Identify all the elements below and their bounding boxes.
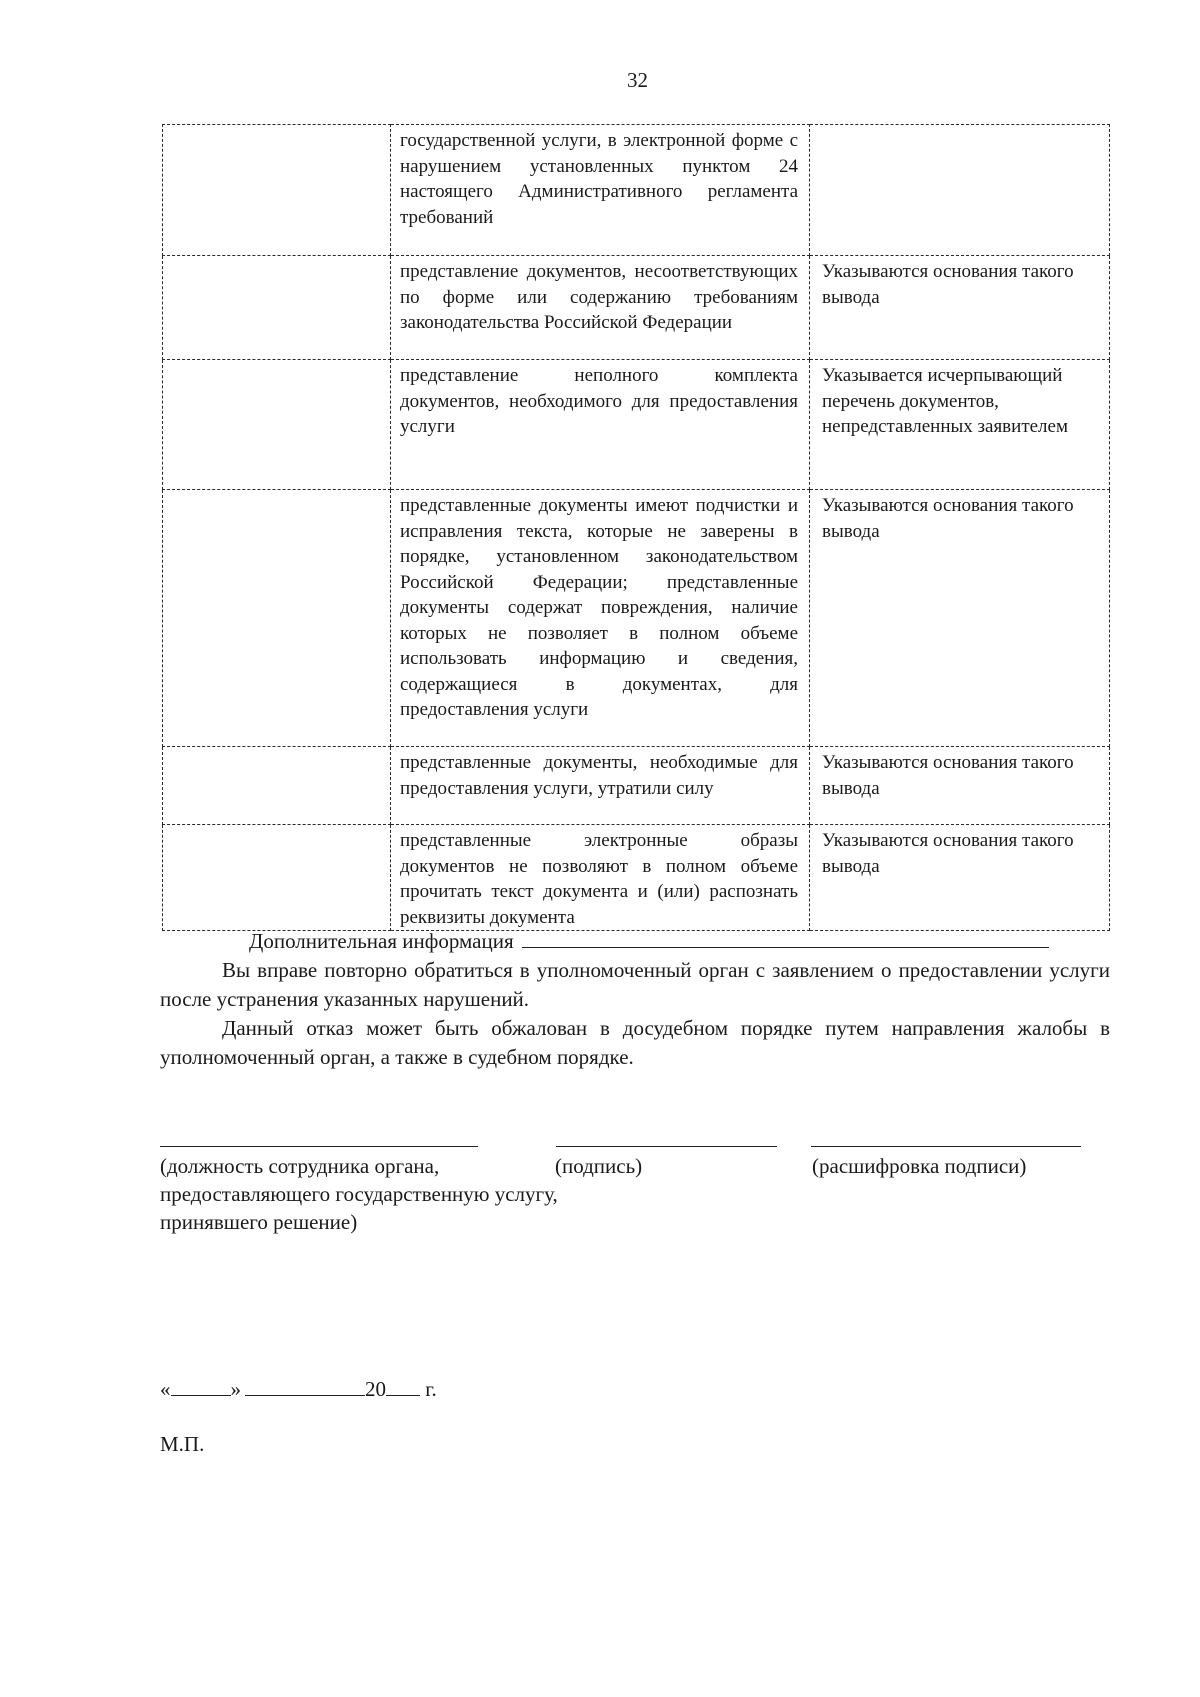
position-signature-line: [160, 1146, 478, 1147]
date-day-blank: [171, 1375, 231, 1396]
date-year-suffix: г.: [425, 1377, 437, 1401]
table-cell-reason: государственной услуги, в электронной форме с нарушением установленных пунктом 24 настоящего Административного регламента требований: [391, 125, 810, 256]
table-cell-reason: представленные документы, необходимые для предоставления услуги, утратили силу: [391, 747, 810, 825]
signature-caption: (подпись): [555, 1154, 643, 1178]
signature-line: [556, 1146, 777, 1147]
table-row: [163, 825, 1110, 931]
table-cell-reason: представление документов, несоответствующих по форме или содержанию требованиям законодательства Российской Федерации: [391, 256, 810, 360]
date-line: [160, 1375, 437, 1403]
table-row: [163, 490, 1110, 747]
appeal-paragraph: Данный отказ может быть обжалован в досудебном порядке путем направления жалобы в уполномоченный орган, а также в судебном порядке.: [160, 1016, 1110, 1069]
table-row: [163, 360, 1110, 490]
table-cell-clarification: Указываются основания такого вывода: [810, 747, 1110, 825]
date-close-quote: »: [230, 1377, 241, 1401]
table-cell-clarification: [810, 125, 1110, 256]
table-cell-clarification: Указываются основания такого вывода: [810, 490, 1110, 747]
table-row: [163, 256, 1110, 360]
table-cell-code: [163, 256, 391, 360]
additional-info: [249, 928, 1049, 954]
table-cell-code: [163, 360, 391, 490]
table-cell-code: [163, 747, 391, 825]
table-cell-code: [163, 825, 391, 931]
table-cell-reason: представленные документы имеют подчистки и исправления текста, которые не заверены в порядке, установленном законодательством Российской Федерации; представленные документы содержат повреждения, наличие которых не позволяет в полном объеме использовать информацию и сведения, содержащиеся в документах, для предоставления услуги: [391, 490, 810, 747]
table-cell-code: [163, 490, 391, 747]
table-cell-clarification: Указываются основания такого вывода: [810, 825, 1110, 931]
refusal-reasons-table: [162, 124, 1110, 931]
page-number: 32: [627, 68, 648, 92]
signature-decoding-line: [811, 1146, 1081, 1147]
position-caption: (должность сотрудника органа, предоставляющего государственную услугу, принявшего решение): [160, 1154, 558, 1234]
reapply-paragraph: Вы вправе повторно обратиться в уполномоченный орган с заявлением о предоставлении услуги после устранения указанных нарушений.: [160, 958, 1110, 1011]
stamp-place: М.П.: [160, 1432, 205, 1456]
table-row: [163, 125, 1110, 256]
decoding-caption: (расшифровка подписи): [812, 1154, 1027, 1178]
table-cell-clarification: Указывается исчерпывающий перечень документов, непредставленных заявителем: [810, 360, 1110, 490]
additional-info-blank-line: [522, 929, 1049, 948]
table-row: [163, 747, 1110, 825]
table-cell-code: [163, 125, 391, 256]
date-month-blank: [245, 1375, 365, 1396]
additional-info-label: Дополнительная информация: [249, 929, 514, 953]
date-open-quote: «: [160, 1377, 171, 1401]
table-cell-reason: представление неполного комплекта документов, необходимого для предоставления услуги: [391, 360, 810, 490]
table-cell-clarification: Указываются основания такого вывода: [810, 256, 1110, 360]
date-year-blank: [386, 1375, 420, 1396]
table-cell-reason: представленные электронные образы документов не позволяют в полном объеме прочитать текст документа и (или) распознать реквизиты документа: [391, 825, 810, 931]
date-year-prefix: 20: [365, 1377, 386, 1401]
